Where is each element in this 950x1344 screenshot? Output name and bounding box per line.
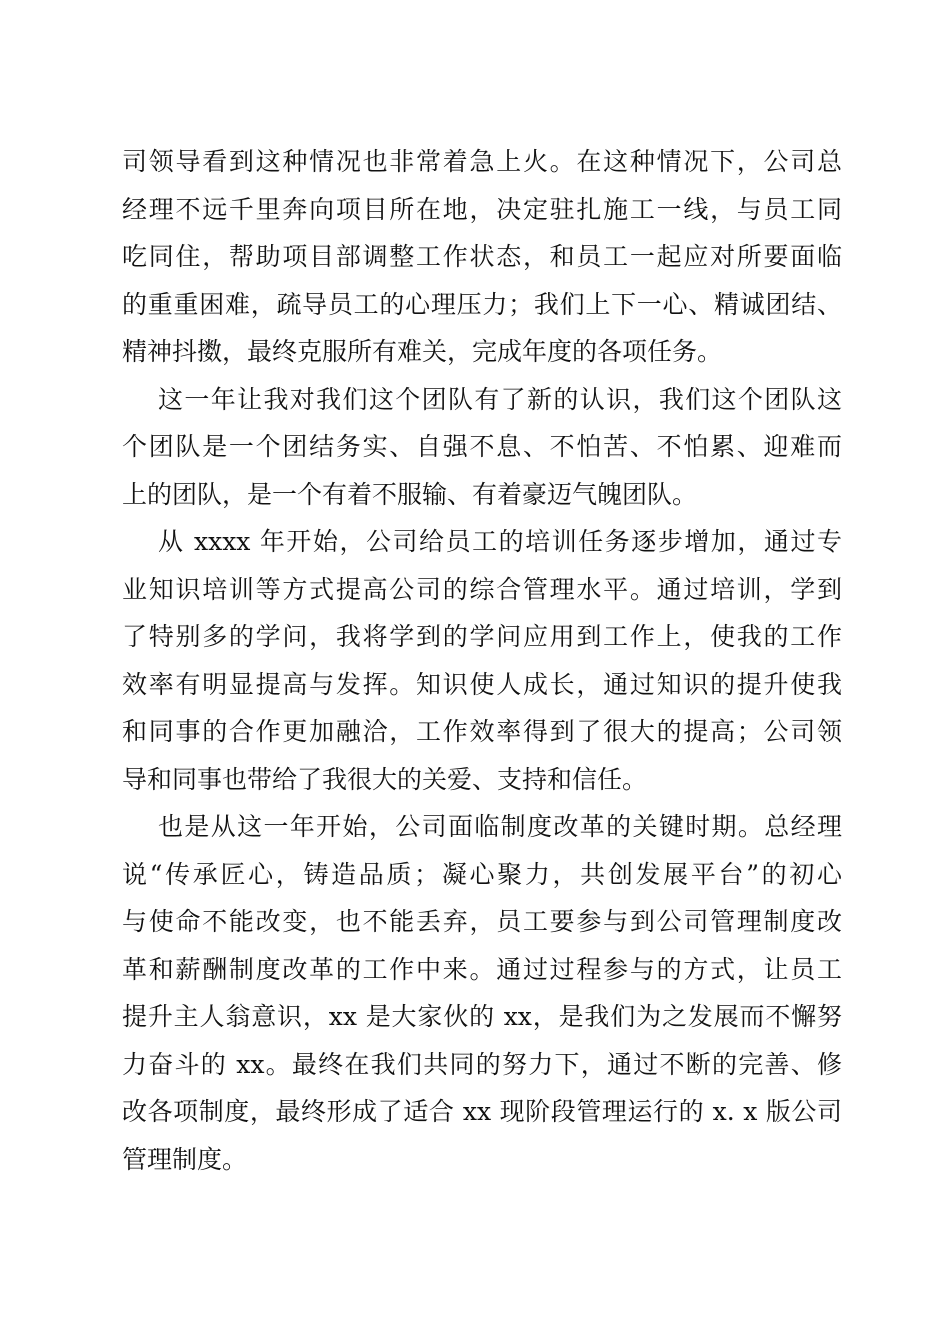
text-line: 与使命不能改变，也不能丢弃，员工要参与到公司管理制度改	[122, 907, 842, 936]
text-line: 了特别多的学问，我将学到的学问应用到工作上，使我的工作	[122, 622, 842, 651]
paragraph-2	[122, 376, 842, 519]
document-body	[122, 138, 842, 1183]
text-line: 和同事的合作更加融洽，工作效率得到了很大的提高；公司领	[122, 717, 842, 746]
paragraph-1	[122, 138, 842, 376]
text-line: 说“传承匠心，铸造品质；凝心聚力，共创发展平台”的初心	[122, 859, 842, 889]
text-line: 个团队是一个团结务实、自强不息、不怕苦、不怕累、迎难而	[122, 432, 842, 461]
text-line: 业知识培训等方式提高公司的综合管理水平。通过培训，学到	[122, 574, 842, 604]
text-line: 力奋斗的 xx。最终在我们共同的努力下，通过不断的完善、修	[122, 1049, 842, 1079]
text-line: 司领导看到这种情况也非常着急上火。在这种情况下，公司总	[122, 147, 842, 176]
text-line: 这一年让我对我们这个团队有了新的认识，我们这个团队这	[158, 384, 842, 414]
text-line: 吃同住，帮助项目部调整工作状态，和员工一起应对所要面临	[122, 242, 842, 271]
text-line: 管理制度。	[122, 1144, 248, 1174]
text-line: 效率有明显提高与发挥。知识使人成长，通过知识的提升使我	[122, 669, 842, 699]
text-line: 经理不远千里奔向项目所在地，决定驻扎施工一线，与员工同	[122, 194, 842, 224]
text-line: 的重重困难，疏导员工的心理压力；我们上下一心、精诚团结、	[122, 289, 842, 319]
paragraph-3	[122, 518, 842, 803]
text-line: 革和薪酬制度改革的工作中来。通过过程参与的方式，让员工	[122, 954, 842, 984]
paragraph-4	[122, 803, 842, 1183]
text-line: 也是从这一年开始，公司面临制度改革的关键时期。总经理	[158, 812, 842, 841]
text-line: 导和同事也带给了我很大的关爱、支持和信任。	[122, 764, 648, 794]
text-line: 精神抖擞，最终克服所有难关，完成年度的各项任务。	[122, 337, 723, 366]
text-line: 提升主人翁意识，xx 是大家伙的 xx，是我们为之发展而不懈努	[122, 1002, 842, 1031]
text-line: 从 xxxx 年开始，公司给员工的培训任务逐步增加，通过专	[158, 527, 842, 556]
text-line: 改各项制度，最终形成了适合 xx 现阶段管理运行的 x. x 版公司	[122, 1097, 842, 1126]
text-line: 上的团队，是一个有着不服输、有着豪迈气魄团队。	[122, 479, 698, 509]
